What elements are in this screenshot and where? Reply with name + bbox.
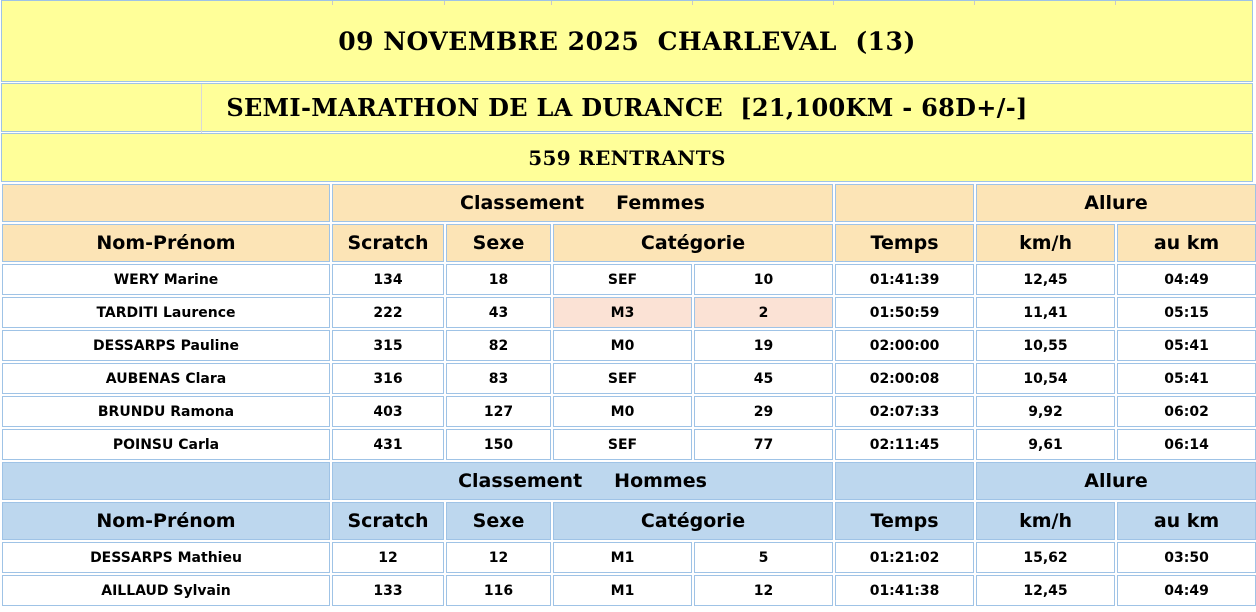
col-temps-header: Temps: [835, 224, 974, 262]
time: 01:50:59: [835, 297, 974, 328]
category: M1: [553, 575, 692, 606]
women-column-header: [2, 224, 1256, 262]
race-title: SEMI-MARATHON DE LA DURANCE [21,100KM - 68D+/-]: [226, 93, 1028, 122]
table-row: [2, 363, 1256, 394]
speed-kmh: 9,92: [976, 396, 1115, 427]
pace-per-km: 04:49: [1117, 264, 1256, 295]
table-row: [2, 297, 1256, 328]
table-row: [2, 542, 1256, 573]
scratch-rank: 431: [332, 429, 444, 460]
event-title-band: [1, 0, 1253, 82]
category: M1: [553, 542, 692, 573]
men-group-header: [2, 462, 1256, 500]
runner-name: DESSARPS Pauline: [2, 330, 330, 361]
category-rank-highlighted: 2: [694, 297, 833, 328]
speed-kmh: 15,62: [976, 542, 1115, 573]
runner-name: BRUNDU Ramona: [2, 396, 330, 427]
speed-kmh: 10,54: [976, 363, 1115, 394]
grid-tick: [551, 1, 552, 5]
col-name-header: Nom-Prénom: [2, 224, 330, 262]
category: M0: [553, 396, 692, 427]
runner-name: POINSU Carla: [2, 429, 330, 460]
runner-name: AILLAUD Sylvain: [2, 575, 330, 606]
category-rank: 77: [694, 429, 833, 460]
grid-tick: [1115, 1, 1116, 5]
category-highlighted: M3: [553, 297, 692, 328]
pace-per-km: 06:14: [1117, 429, 1256, 460]
entrants-band: [1, 133, 1253, 182]
men-column-header: [2, 502, 1256, 540]
women-allure-header: Allure: [976, 184, 1256, 222]
category-rank: 29: [694, 396, 833, 427]
runner-name: DESSARPS Mathieu: [2, 542, 330, 573]
category: SEF: [553, 264, 692, 295]
scratch-rank: 133: [332, 575, 444, 606]
col-categorie-header: Catégorie: [553, 224, 833, 262]
col-sexe-header: Sexe: [446, 224, 551, 262]
sexe-rank: 83: [446, 363, 551, 394]
table-row: [2, 429, 1256, 460]
pace-per-km: 06:02: [1117, 396, 1256, 427]
col-sexe-header: Sexe: [446, 502, 551, 540]
col-temps-header: Temps: [835, 502, 974, 540]
grid-tick: [692, 1, 693, 5]
empty-header-cell: [835, 462, 974, 500]
table-row: [2, 330, 1256, 361]
men-group-label: Hommes: [614, 470, 707, 492]
empty-header-cell: [835, 184, 974, 222]
grid-tick: [444, 1, 445, 5]
pace-per-km: 03:50: [1117, 542, 1256, 573]
time: 01:41:38: [835, 575, 974, 606]
table-row: [2, 264, 1256, 295]
col-scratch-header: Scratch: [332, 224, 444, 262]
time: 02:00:00: [835, 330, 974, 361]
table-row: [2, 575, 1256, 606]
men-section: [2, 462, 1256, 606]
empty-header-cell: [2, 184, 330, 222]
pace-per-km: 05:15: [1117, 297, 1256, 328]
time: 02:00:08: [835, 363, 974, 394]
sexe-rank: 43: [446, 297, 551, 328]
category: SEF: [553, 429, 692, 460]
men-classement-header: [332, 462, 833, 500]
scratch-rank: 316: [332, 363, 444, 394]
women-section: [2, 184, 1256, 460]
category: SEF: [553, 363, 692, 394]
speed-kmh: 9,61: [976, 429, 1115, 460]
grid-tick: [833, 1, 834, 5]
col-categorie-header: Catégorie: [553, 502, 833, 540]
category-rank: 12: [694, 575, 833, 606]
race-title-band: [1, 83, 1253, 132]
scratch-rank: 12: [332, 542, 444, 573]
women-group-label: Femmes: [616, 192, 705, 214]
pace-per-km: 05:41: [1117, 330, 1256, 361]
women-group-header: [2, 184, 1256, 222]
empty-header-cell: [2, 462, 330, 500]
runner-name: TARDITI Laurence: [2, 297, 330, 328]
col-name-header: Nom-Prénom: [2, 502, 330, 540]
pace-per-km: 05:41: [1117, 363, 1256, 394]
category: M0: [553, 330, 692, 361]
col-scratch-header: Scratch: [332, 502, 444, 540]
scratch-rank: 403: [332, 396, 444, 427]
sexe-rank: 116: [446, 575, 551, 606]
results-table: [0, 182, 1256, 608]
sexe-rank: 150: [446, 429, 551, 460]
scratch-rank: 134: [332, 264, 444, 295]
category-rank: 45: [694, 363, 833, 394]
entrants-count: 559 RENTRANTS: [528, 145, 726, 170]
speed-kmh: 12,45: [976, 264, 1115, 295]
col-aukm-header: au km: [1117, 224, 1256, 262]
grid-tick: [974, 1, 975, 5]
category-rank: 10: [694, 264, 833, 295]
classement-label: Classement: [458, 470, 583, 492]
speed-kmh: 10,55: [976, 330, 1115, 361]
speed-kmh: 12,45: [976, 575, 1115, 606]
scratch-rank: 222: [332, 297, 444, 328]
time: 02:11:45: [835, 429, 974, 460]
time: 01:21:02: [835, 542, 974, 573]
runner-name: AUBENAS Clara: [2, 363, 330, 394]
col-aukm-header: au km: [1117, 502, 1256, 540]
classement-label: Classement: [460, 192, 585, 214]
event-title: 09 NOVEMBRE 2025 CHARLEVAL (13): [338, 26, 916, 56]
col-kmh-header: km/h: [976, 502, 1115, 540]
grid-tick: [332, 1, 333, 5]
runner-name: WERY Marine: [2, 264, 330, 295]
men-allure-header: Allure: [976, 462, 1256, 500]
col-kmh-header: km/h: [976, 224, 1115, 262]
sexe-rank: 18: [446, 264, 551, 295]
speed-kmh: 11,41: [976, 297, 1115, 328]
scratch-rank: 315: [332, 330, 444, 361]
time: 01:41:39: [835, 264, 974, 295]
sexe-rank: 82: [446, 330, 551, 361]
category-rank: 5: [694, 542, 833, 573]
time: 02:07:33: [835, 396, 974, 427]
sexe-rank: 12: [446, 542, 551, 573]
category-rank: 19: [694, 330, 833, 361]
pace-per-km: 04:49: [1117, 575, 1256, 606]
table-row: [2, 396, 1256, 427]
sexe-rank: 127: [446, 396, 551, 427]
women-classement-header: [332, 184, 833, 222]
